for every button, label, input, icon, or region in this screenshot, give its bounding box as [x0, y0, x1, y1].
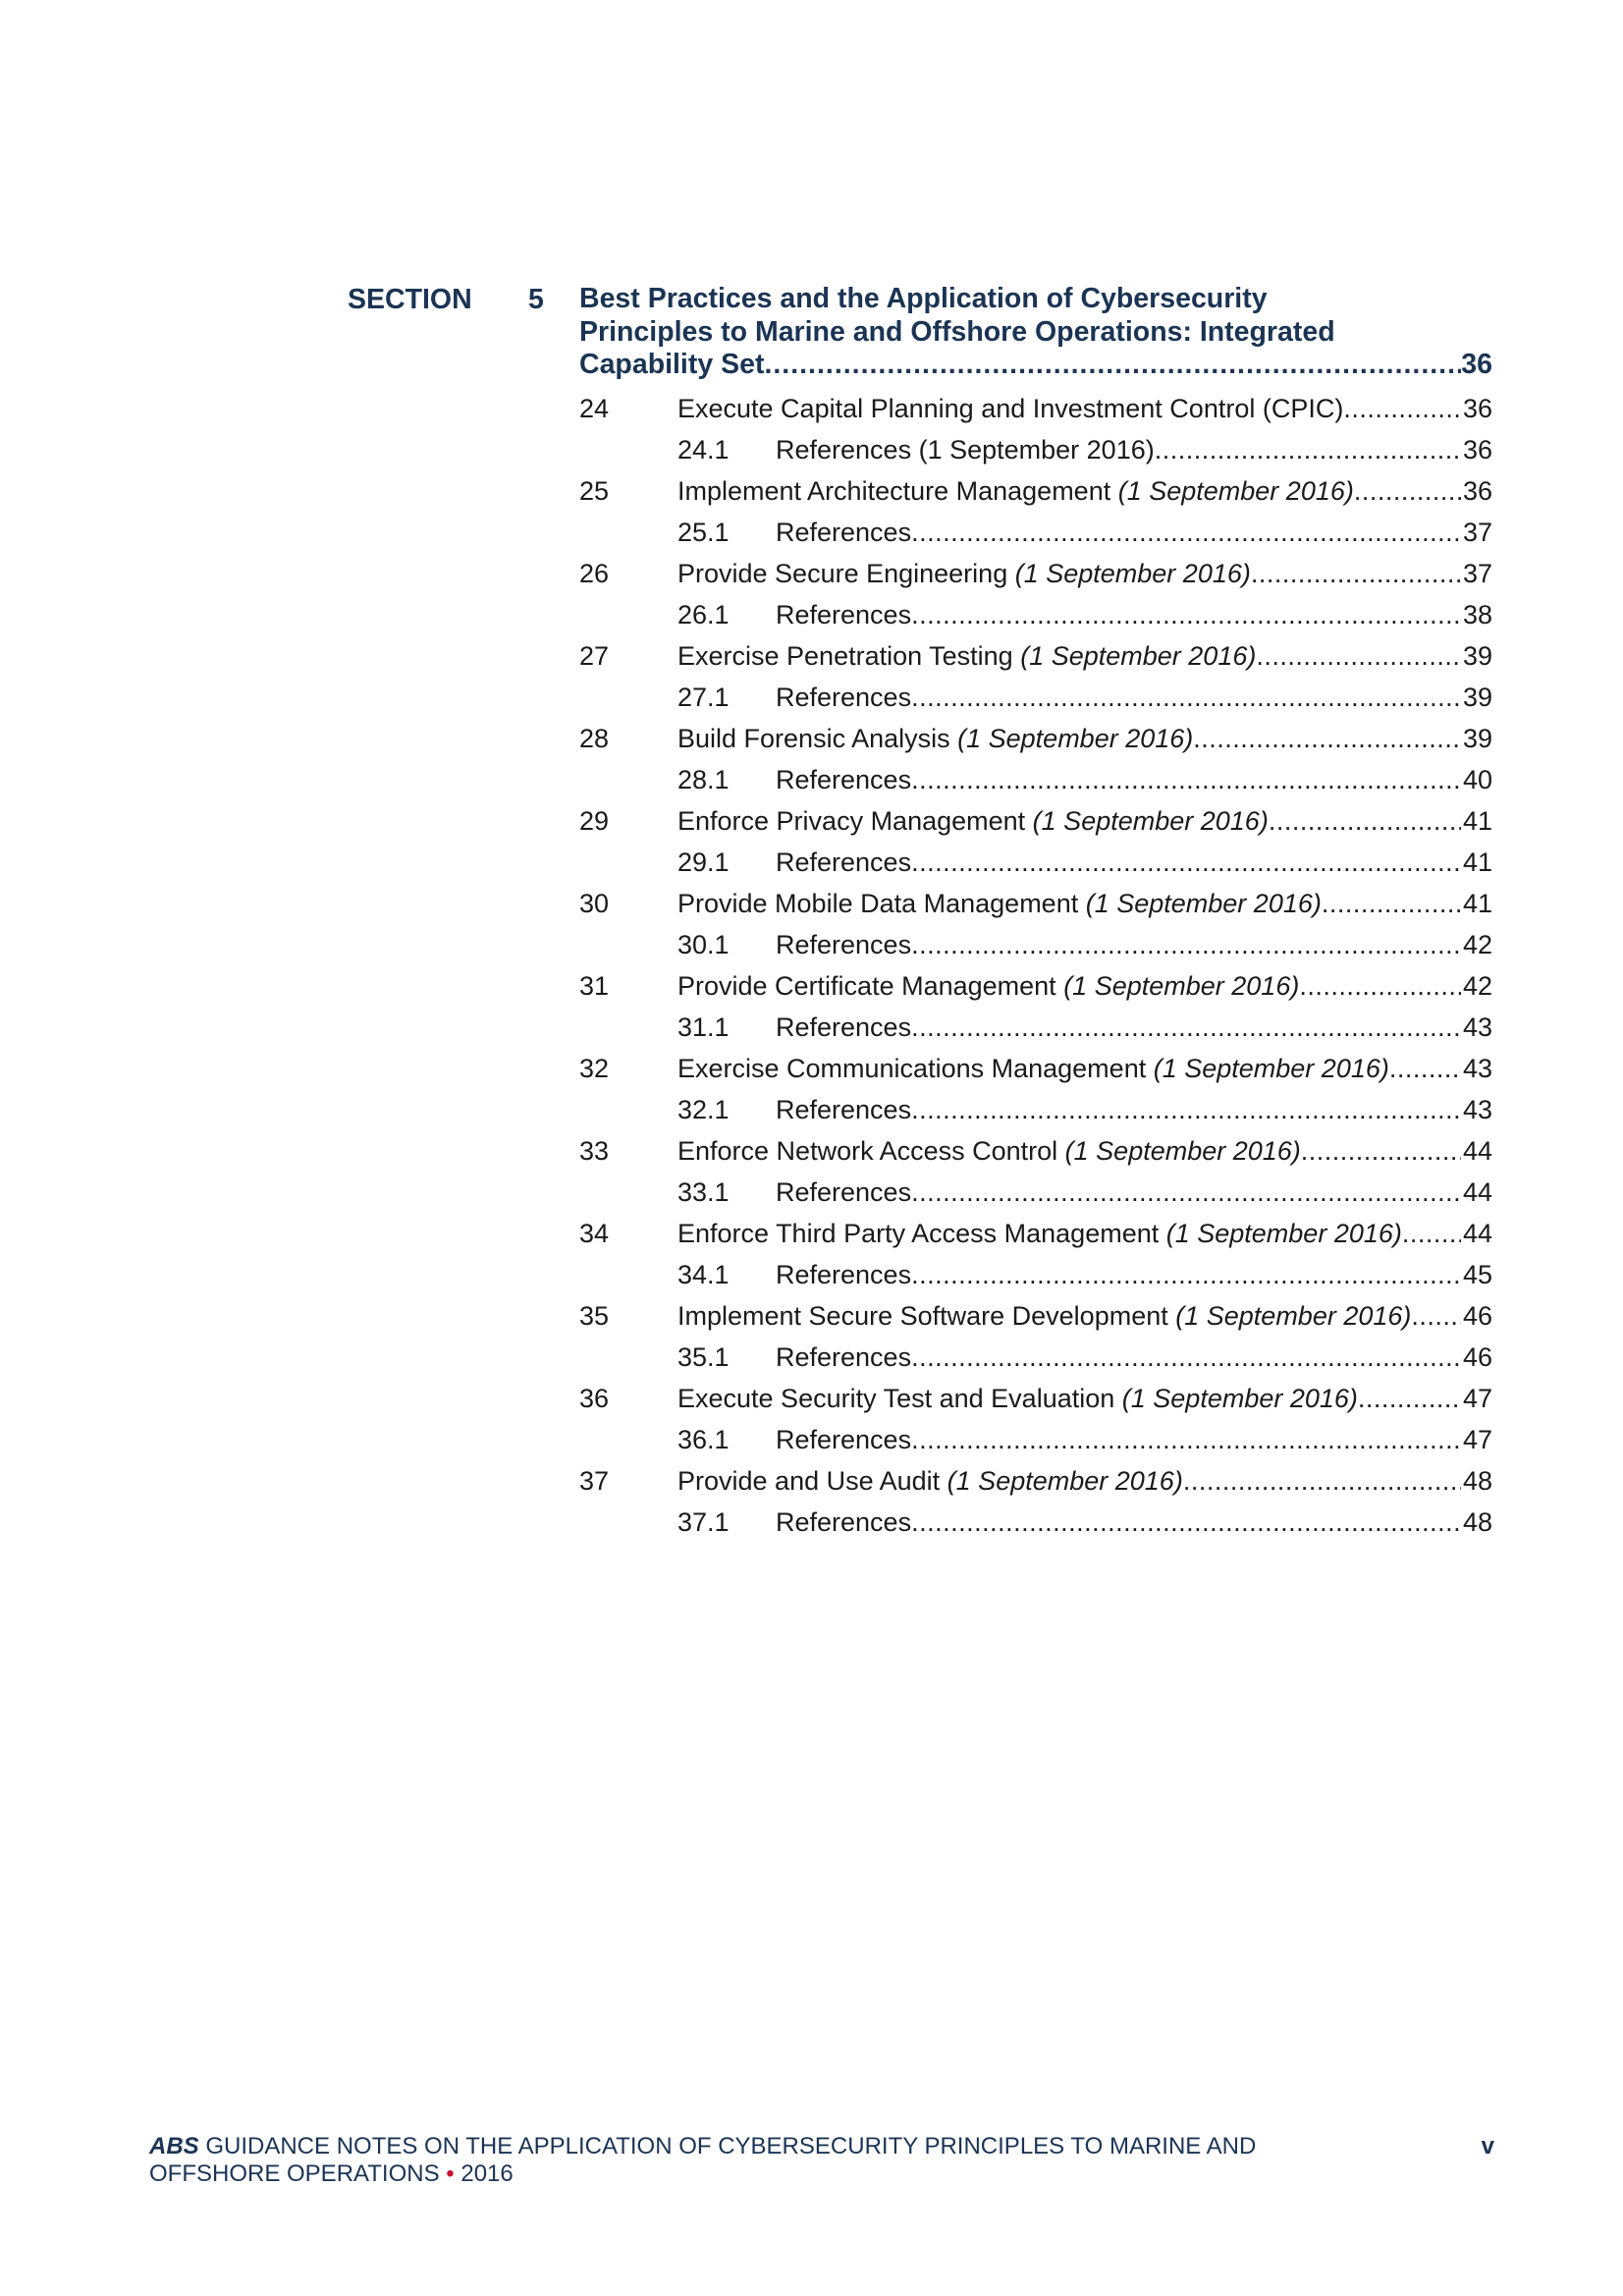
toc-subentry[interactable] — [0, 924, 1623, 965]
dot-leader — [1322, 883, 1461, 924]
dot-leader — [911, 1337, 1461, 1378]
dot-leader — [1269, 800, 1461, 842]
entry-page-number: 38 — [1462, 600, 1492, 629]
toc-subentry[interactable] — [0, 842, 1623, 883]
dot-leader — [1402, 1213, 1461, 1254]
entry-page-number: 41 — [1462, 847, 1492, 877]
entry-line — [677, 553, 1492, 594]
entry-page-number: 43 — [1462, 1012, 1492, 1042]
entry-number: 33 — [579, 1136, 610, 1166]
entry-title — [776, 924, 911, 965]
toc-entry[interactable] — [0, 1213, 1623, 1254]
entry-line — [677, 470, 1492, 512]
toc-entry[interactable] — [0, 388, 1623, 429]
toc-subentry[interactable] — [0, 594, 1623, 635]
entry-title-text: References — [776, 1342, 912, 1372]
entry-number: 35.1 — [677, 1342, 730, 1372]
footer-line-1 — [149, 2133, 1494, 2160]
entry-title — [776, 842, 911, 883]
dot-leader — [764, 349, 1461, 382]
entry-title — [677, 718, 1193, 759]
entry-page-number: 44 — [1462, 1136, 1492, 1166]
dot-leader — [911, 677, 1461, 718]
dot-leader — [911, 759, 1461, 800]
entry-title-text: Execute Capital Planning and Investment Control (CPIC) — [677, 394, 1344, 423]
dot-leader — [1354, 470, 1461, 512]
entry-title — [776, 1502, 911, 1543]
entry-number: 37 — [579, 1466, 610, 1496]
footer-title-part-1: GUIDANCE NOTES ON THE APPLICATION OF CYBERSECURITY PRINCIPLES TO MARINE AND — [198, 2133, 1257, 2159]
entry-title-text: References — [776, 930, 912, 959]
entry-title-text: Provide Mobile Data Management — [677, 889, 1086, 918]
entry-number: 25.1 — [677, 518, 730, 547]
entry-number: 27 — [579, 641, 610, 671]
entry-line — [776, 677, 1492, 718]
entry-page-number: 36 — [1462, 476, 1492, 506]
entry-date: (1 September 2016) — [1085, 889, 1322, 918]
entry-date: (1 September 2016) — [947, 1466, 1183, 1496]
toc-entry[interactable] — [0, 635, 1623, 677]
toc-entry[interactable] — [0, 800, 1623, 842]
entry-page-number: 36 — [1462, 435, 1492, 465]
entry-page-number: 46 — [1462, 1301, 1492, 1331]
entry-line — [776, 1172, 1492, 1213]
toc-entry[interactable] — [0, 553, 1623, 594]
footer-brand: ABS — [149, 2133, 199, 2159]
toc-subentry[interactable] — [0, 1419, 1623, 1460]
entry-title — [677, 1130, 1301, 1172]
dot-leader — [1389, 1048, 1461, 1089]
entry-title-text: Execute Security Test and Evaluation — [677, 1384, 1122, 1413]
entry-page-number: 37 — [1462, 518, 1492, 547]
dot-leader — [911, 842, 1461, 883]
entry-line — [776, 1419, 1492, 1460]
entry-title — [677, 553, 1251, 594]
entry-number: 37.1 — [677, 1507, 730, 1537]
toc-entry[interactable] — [0, 718, 1623, 759]
entry-line — [776, 1254, 1492, 1295]
entry-number: 34 — [579, 1219, 610, 1248]
toc-subentry[interactable] — [0, 1337, 1623, 1378]
dot-leader — [1183, 1460, 1461, 1502]
entry-title-text: Provide Secure Engineering — [677, 559, 1015, 588]
dot-leader — [1358, 1378, 1461, 1419]
entry-page-number: 41 — [1462, 889, 1492, 918]
entry-title — [776, 512, 911, 553]
entry-line — [677, 1295, 1492, 1337]
dot-leader — [911, 1089, 1461, 1130]
entry-title-text: References — [776, 1095, 912, 1124]
dot-leader — [911, 594, 1461, 635]
entry-title — [776, 429, 1155, 470]
entry-line — [677, 635, 1492, 677]
entry-line — [677, 1378, 1492, 1419]
entry-title — [677, 1460, 1183, 1502]
dot-leader — [1256, 635, 1461, 677]
entry-line — [776, 594, 1492, 635]
section-title-end: Capability Set — [579, 349, 765, 380]
toc-subentry[interactable] — [0, 677, 1623, 718]
entry-title-text: References (1 September 2016) — [776, 435, 1155, 465]
entry-date: (1 September 2016) — [1153, 1054, 1389, 1083]
entry-line — [776, 842, 1492, 883]
entry-date: (1 September 2016) — [1032, 806, 1269, 836]
toc-subentry[interactable] — [0, 1089, 1623, 1130]
toc-subentry[interactable] — [0, 1502, 1623, 1543]
dot-leader — [1411, 1295, 1461, 1337]
entry-page-number: 45 — [1462, 1260, 1492, 1289]
entry-title-text: References — [776, 1260, 912, 1289]
section-number: 5 — [528, 284, 544, 315]
entry-page-number: 40 — [1462, 765, 1492, 794]
entry-page-number: 48 — [1462, 1466, 1492, 1496]
entry-number: 24 — [579, 394, 610, 423]
entry-date: (1 September 2016) — [1117, 476, 1354, 506]
entry-title — [776, 1337, 911, 1378]
entry-page-number: 36 — [1462, 394, 1492, 423]
entry-line — [776, 429, 1492, 470]
entry-title — [677, 800, 1269, 842]
entry-line — [677, 800, 1492, 842]
dot-leader — [911, 1254, 1461, 1295]
entry-page-number: 39 — [1462, 641, 1492, 671]
entry-title-text: References — [776, 600, 912, 629]
entry-title-text: Provide Certificate Management — [677, 971, 1064, 1001]
toc-subentry[interactable] — [0, 429, 1623, 470]
toc-entry[interactable] — [0, 470, 1623, 512]
entry-date: (1 September 2016) — [1175, 1301, 1412, 1331]
entry-title — [776, 1254, 911, 1295]
entry-line — [776, 512, 1492, 553]
dot-leader — [1155, 429, 1461, 470]
toc-entry[interactable] — [0, 1460, 1623, 1502]
toc-entries — [0, 388, 1623, 1543]
entry-number: 31 — [579, 971, 610, 1001]
entry-title — [776, 594, 911, 635]
entry-number: 32.1 — [677, 1095, 730, 1124]
entry-title — [677, 1295, 1411, 1337]
entry-line — [677, 1130, 1492, 1172]
section-page-number: 36 — [1461, 349, 1492, 380]
entry-title — [677, 965, 1299, 1007]
entry-title — [776, 1007, 911, 1048]
entry-title-text: Enforce Privacy Management — [677, 806, 1033, 836]
dot-leader — [1343, 388, 1461, 429]
entry-number: 31.1 — [677, 1012, 730, 1042]
toc-subentry[interactable] — [0, 759, 1623, 800]
entry-number: 28.1 — [677, 765, 730, 794]
entry-page-number: 42 — [1462, 971, 1492, 1001]
dot-leader — [1301, 1130, 1461, 1172]
entry-title-text: Exercise Communications Management — [677, 1054, 1154, 1083]
entry-page-number: 43 — [1462, 1095, 1492, 1124]
entry-title — [776, 1172, 911, 1213]
entry-page-number: 47 — [1462, 1425, 1492, 1454]
entry-title — [776, 1089, 911, 1130]
entry-title — [677, 1378, 1358, 1419]
dot-leader — [911, 1007, 1461, 1048]
entry-number: 30.1 — [677, 930, 730, 959]
footer-line-2 — [149, 2160, 1494, 2188]
entry-page-number: 43 — [1462, 1054, 1492, 1083]
entry-title-text: Implement Architecture Management — [677, 476, 1118, 506]
entry-date: (1 September 2016) — [1121, 1384, 1358, 1413]
section-label: SECTION — [348, 284, 472, 315]
entry-line — [776, 1089, 1492, 1130]
toc-entry[interactable] — [0, 883, 1623, 924]
entry-title — [776, 759, 911, 800]
entry-number: 25 — [579, 476, 610, 506]
toc-entry[interactable] — [0, 1048, 1623, 1089]
entry-page-number: 41 — [1462, 806, 1492, 836]
footer-year: 2016 — [460, 2160, 514, 2187]
dot-leader — [1251, 553, 1461, 594]
entry-number: 36 — [579, 1384, 610, 1413]
entry-date: (1 September 2016) — [1020, 641, 1257, 671]
entry-number: 29.1 — [677, 847, 730, 877]
entry-number: 28 — [579, 724, 610, 753]
toc-subentry[interactable] — [0, 512, 1623, 553]
entry-line — [677, 1460, 1492, 1502]
entry-title-text: References — [776, 1012, 912, 1042]
entry-title — [776, 677, 911, 718]
entry-page-number: 39 — [1462, 724, 1492, 753]
dot-leader — [911, 1172, 1461, 1213]
entry-line — [776, 1337, 1492, 1378]
entry-title — [677, 883, 1322, 924]
section-title[interactable] — [579, 283, 1492, 382]
entry-date: (1 September 2016) — [1014, 559, 1251, 588]
entry-page-number: 46 — [1462, 1342, 1492, 1372]
entry-title-text: References — [776, 765, 912, 794]
entry-title-text: Implement Secure Software Development — [677, 1301, 1176, 1331]
toc-entry[interactable] — [0, 965, 1623, 1007]
entry-title — [677, 1048, 1389, 1089]
entry-number: 32 — [579, 1054, 610, 1083]
entry-title — [677, 470, 1354, 512]
entry-title — [776, 1419, 911, 1460]
entry-title-text: Enforce Third Party Access Management — [677, 1219, 1166, 1248]
entry-number: 30 — [579, 889, 610, 918]
entry-line — [776, 1502, 1492, 1543]
entry-line — [776, 924, 1492, 965]
entry-page-number: 42 — [1462, 930, 1492, 959]
toc-entry[interactable] — [0, 1295, 1623, 1337]
entry-title-text: References — [776, 1425, 912, 1454]
entry-line — [677, 1048, 1492, 1089]
entry-line — [677, 965, 1492, 1007]
entry-number: 29 — [579, 806, 610, 836]
entry-date: (1 September 2016) — [1165, 1219, 1402, 1248]
entry-title-text: References — [776, 683, 912, 712]
entry-page-number: 44 — [1462, 1177, 1492, 1207]
entry-date: (1 September 2016) — [1063, 971, 1300, 1001]
footer-bullet: • — [439, 2160, 461, 2187]
toc-subentry[interactable] — [0, 1172, 1623, 1213]
dot-leader — [1299, 965, 1461, 1007]
entry-title-text: Enforce Network Access Control — [677, 1136, 1065, 1166]
entry-title-text: Build Forensic Analysis — [677, 724, 958, 753]
entry-title-text: References — [776, 518, 912, 547]
section-title-line: Best Practices and the Application of Cybersecurity — [579, 283, 1268, 314]
entry-number: 24.1 — [677, 435, 730, 465]
page-footer — [149, 2133, 1494, 2188]
entry-page-number: 37 — [1462, 559, 1492, 588]
entry-date: (1 September 2016) — [1064, 1136, 1301, 1166]
entry-line — [677, 718, 1492, 759]
dot-leader — [911, 924, 1461, 965]
section-title-last-line — [579, 349, 1492, 382]
entry-line — [677, 388, 1492, 429]
entry-page-number: 44 — [1462, 1219, 1492, 1248]
toc-entry[interactable] — [0, 1130, 1623, 1172]
dot-leader — [911, 512, 1461, 553]
entry-title — [677, 388, 1343, 429]
section-heading — [0, 283, 1623, 401]
entry-title — [677, 1213, 1402, 1254]
entry-page-number: 48 — [1462, 1507, 1492, 1537]
entry-number: 36.1 — [677, 1425, 730, 1454]
entry-number: 33.1 — [677, 1177, 730, 1207]
entry-line — [677, 883, 1492, 924]
entry-line — [776, 759, 1492, 800]
entry-number: 26.1 — [677, 600, 730, 629]
entry-date: (1 September 2016) — [957, 724, 1194, 753]
entry-title-text: References — [776, 1177, 912, 1207]
footer-page-number: v — [1481, 2133, 1494, 2159]
entry-title-text: References — [776, 847, 912, 877]
dot-leader — [911, 1419, 1461, 1460]
entry-page-number: 39 — [1462, 683, 1492, 712]
entry-title-text: Provide and Use Audit — [677, 1466, 947, 1496]
dot-leader — [911, 1502, 1461, 1543]
entry-title-text: References — [776, 1507, 912, 1537]
entry-line — [677, 1213, 1492, 1254]
toc-subentry[interactable] — [0, 1007, 1623, 1048]
entry-page-number: 47 — [1462, 1384, 1492, 1413]
entry-line — [776, 1007, 1492, 1048]
dot-leader — [1193, 718, 1461, 759]
section-title-line: Principles to Marine and Offshore Operations: Integrated — [579, 315, 1335, 348]
entry-number: 26 — [579, 559, 610, 588]
entry-title — [677, 635, 1256, 677]
entry-number: 34.1 — [677, 1260, 730, 1289]
entry-number: 27.1 — [677, 683, 730, 712]
footer-title-part-2: OFFSHORE OPERATIONS — [149, 2160, 440, 2187]
toc-subentry[interactable] — [0, 1254, 1623, 1295]
entry-title-text: Exercise Penetration Testing — [677, 641, 1021, 671]
entry-number: 35 — [579, 1301, 610, 1331]
toc-entry[interactable] — [0, 1378, 1623, 1419]
